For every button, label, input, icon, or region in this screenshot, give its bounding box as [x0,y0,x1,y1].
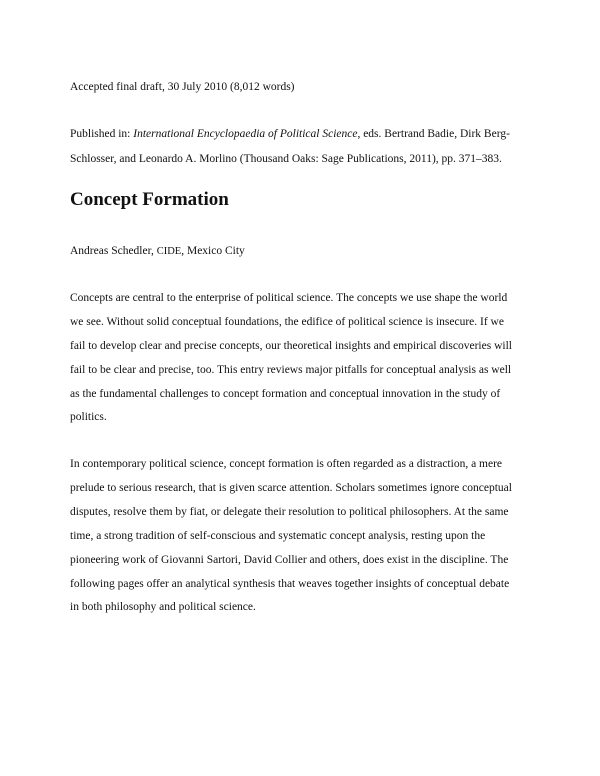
paragraph-line: Concepts are central to the enterprise of political science. The concepts we use shape the world [70,292,508,304]
draft-note: Accepted final draft, 30 July 2010 (8,012 words) [70,81,295,93]
paragraph-line: as the fundamental challenges to concept formation and conceptual innovation in the study of [70,388,501,400]
paragraph-line: prelude to serious research, that is given scarce attention. Scholars sometimes ignore conceptual [70,482,512,494]
publication-line-2: Schlosser, and Leonardo A. Morlino (Thousand Oaks: Sage Publications, 2011), pp. 371–383. [70,153,502,165]
paragraph-line: pioneering work of Giovanni Sartori, David Collier and others, does exist in the discipline. The [70,554,509,566]
author-name: Andreas Schedler, [70,245,157,257]
paragraph-line: following pages offer an analytical synthesis that weaves together insights of conceptual debate [70,578,510,590]
author-line [70,244,245,259]
paragraph-line: fail to develop clear and precise concepts, our theoretical insights and empirical discoveries will [70,340,512,352]
author-institution: CIDE [156,246,182,257]
paragraph-line: fail to be clear and precise, too. This entry reviews major pitfalls for conceptual analysis as well [70,364,512,376]
paragraph-line: politics. [70,411,107,423]
page-title: Concept Formation [70,189,229,210]
published-journal: International Encyclopaedia of Political Science [133,128,358,140]
publication-line-1 [70,127,510,141]
published-editors: , eds. Bertrand Badie, Dirk Berg- [357,128,510,140]
paragraph-line: we see. Without solid conceptual foundations, the edifice of political science is insecure. If we [70,316,504,328]
published-prefix: Published in: [70,128,134,140]
paragraph-line: in both philosophy and political science. [70,601,256,613]
paragraph-line: disputes, resolve them by fiat, or delegate their resolution to political philosophers. At the same [70,506,509,518]
paragraph-line: In contemporary political science, concept formation is often regarded as a distraction, a mere [70,458,503,470]
paragraph-line: time, a strong tradition of self-conscious and systematic concept analysis, resting upon the [70,530,486,542]
author-location: , Mexico City [181,245,245,257]
